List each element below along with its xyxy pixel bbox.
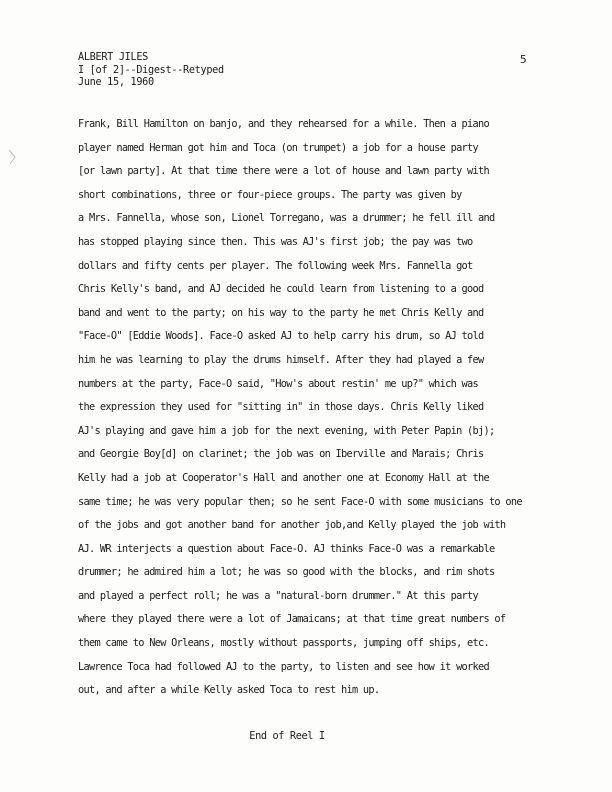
body-line: Frank, Bill Hamilton on banjo, and they rehearsed for a while. Then a piano xyxy=(78,118,489,130)
document-header xyxy=(78,52,224,90)
body-line: the expression they used for "sitting in" in those days. Chris Kelly liked xyxy=(78,401,484,414)
body-line: Lawrence Toca had followed AJ to the party, to listen and see how it worked xyxy=(78,660,489,673)
body-line: out, and after a while Kelly asked Toca to rest him up. xyxy=(78,684,380,697)
body-line: of the jobs and got another band for another job,and Kelly played the job with xyxy=(78,519,506,532)
page-number: 5 xyxy=(520,53,527,66)
body-line: and Georgie Boy[d] on clarinet; the job was on Iberville and Marais; Chris xyxy=(78,448,484,461)
body-line: short combinations, three or four-piece groups. The party was given by xyxy=(78,188,462,201)
body-line: AJ. WR interjects a question about Face-O. AJ thinks Face-O was a remarkable xyxy=(78,542,495,555)
body-line: dollars and fifty cents per player. The following week Mrs. Fannella got xyxy=(78,259,473,272)
body-line: him he was learning to play the drums himself. After they had played a few xyxy=(78,353,484,366)
body-line: band and went to the party; on his way to the party he met Chris Kelly and xyxy=(78,306,484,319)
body-line: same time; he was very popular then; so he sent Face-O with some musicians to one xyxy=(78,495,522,508)
body-line: has stopped playing since then. This was AJ's first job; the pay was two xyxy=(78,235,473,248)
body-line: player named Herman got him and Toca (on trumpet) a job for a house party xyxy=(78,141,478,154)
body-line: "Face-O" [Eddie Woods]. Face-O asked AJ to help carry his drum, so AJ told xyxy=(78,330,484,343)
body-line: them came to New Orleans, mostly without passports, jumping off ships, etc. xyxy=(78,637,489,650)
body-line: drummer; he admired him a lot; he was so good with the blocks, and rim shots xyxy=(78,566,495,579)
body-line: Kelly had a job at Cooperator's Hall and another one at Economy Hall at the xyxy=(78,471,489,484)
body-line: where they played there were a lot of Jamaicans; at that time great numbers of xyxy=(78,613,506,626)
body-line: AJ's playing and gave him a job for the next evening, with Peter Papin (bj); xyxy=(78,424,495,437)
end-of-reel-note: End of Reel I xyxy=(249,730,325,742)
header-date: June 15, 1960 xyxy=(78,77,154,88)
header-name: ALBERT JILES xyxy=(78,52,149,63)
body-line: a Mrs. Fannella, whose son, Lionel Torregano, was a drummer; he fell ill and xyxy=(78,212,495,225)
body-line: numbers at the party, Face-O said, "How's about restin' me up?" which was xyxy=(78,377,478,390)
header-reel: I [of 2]--Digest--Retyped xyxy=(78,64,224,76)
body-text xyxy=(78,113,578,703)
body-line: Chris Kelly's band, and AJ decided he could learn from listening to a good xyxy=(78,283,484,296)
body-line: and played a perfect roll; he was a "natural-born drummer." At this party xyxy=(78,589,478,602)
body-line: [or lawn party]. At that time there were a lot of house and lawn party with xyxy=(78,165,489,178)
margin-mark xyxy=(6,148,20,166)
